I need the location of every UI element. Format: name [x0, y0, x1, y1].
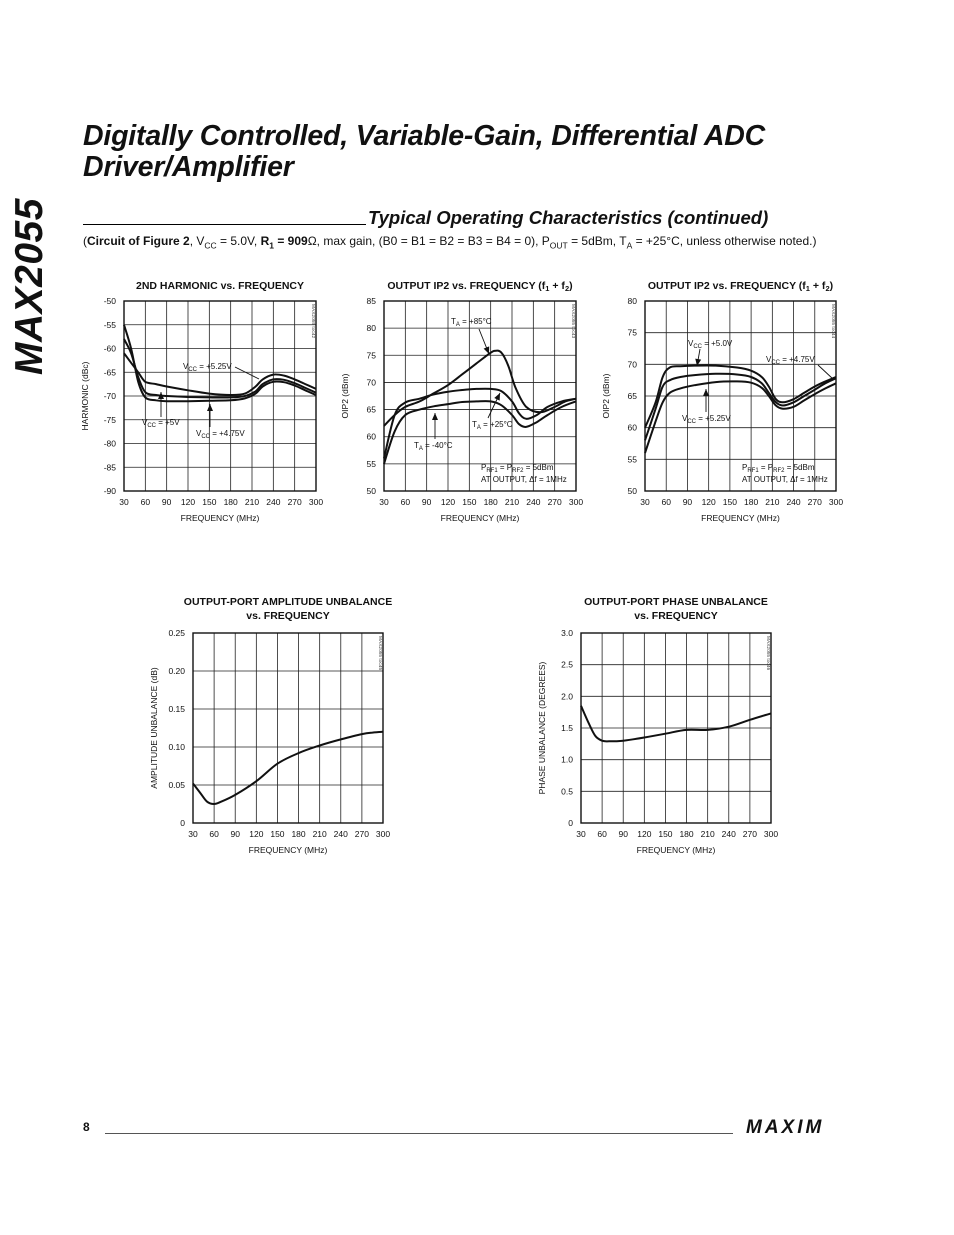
y-tick-label: 80: [366, 323, 376, 334]
chart-title-line: vs. FREQUENCY: [246, 610, 330, 622]
section-rule: [83, 224, 366, 225]
annotation-text: = P: [758, 463, 774, 472]
x-tick-label: 30: [119, 497, 129, 507]
y-tick-label: 70: [366, 377, 376, 388]
y-axis-label: AMPLITUDE UNBALANCE (dB): [149, 667, 159, 789]
x-tick-label: 120: [701, 497, 716, 507]
chart-annotations: [682, 339, 833, 484]
x-tick-label: 60: [597, 829, 607, 839]
series-line: [193, 732, 383, 804]
chart-svg: [338, 277, 598, 551]
annotation-text: = +85°C: [459, 317, 492, 326]
annotation-text: = +4.75V: [210, 429, 245, 438]
cond-sub: A: [626, 240, 633, 251]
x-tick-label: 150: [202, 497, 217, 507]
chart-title: [184, 596, 392, 622]
x-axis-label: FREQUENCY (MHz): [440, 513, 520, 523]
x-tick-label: 60: [661, 497, 671, 507]
annotation-text: V: [766, 355, 772, 364]
chart-title-text: ): [829, 280, 834, 292]
y-tick-label: 0: [180, 818, 185, 828]
x-axis-label: FREQUENCY (MHz): [636, 845, 716, 855]
series-line: [645, 374, 836, 441]
x-tick-label: 150: [722, 497, 737, 507]
x-tick-label: 120: [637, 829, 652, 839]
chart-title: [584, 596, 768, 622]
annotation-label: [472, 420, 513, 431]
x-tick-label: 300: [763, 829, 779, 839]
figure-reference: Circuit of Figure 2: [87, 234, 190, 248]
x-tick-label: 300: [828, 497, 844, 507]
y-tick-label: 1.0: [561, 754, 573, 765]
annotation-label: [196, 429, 245, 440]
chart-2nd-harmonic: [78, 277, 338, 551]
chart-title-text: + f: [809, 280, 826, 292]
y-tick-label: 1.5: [561, 723, 573, 733]
arrow-m40c-head: [432, 413, 438, 420]
chart-grid: [124, 301, 316, 491]
annotation-label: [688, 339, 733, 350]
annotation-sub: A: [476, 425, 481, 431]
x-tick-label: 30: [640, 497, 650, 507]
chart-svg: [78, 277, 338, 551]
chart-title-text: OUTPUT IP2 vs. FREQUENCY (f: [387, 280, 546, 292]
y-tick-label: 50: [627, 486, 637, 496]
annotation-sub: CC: [188, 367, 198, 373]
x-tick-label: 30: [576, 829, 586, 839]
maxim-logo: [746, 1117, 856, 1142]
y-tick-label: 60: [627, 422, 637, 433]
y-tick-label: 55: [627, 454, 637, 465]
x-tick-label: 180: [291, 829, 306, 839]
annotation-text: V: [142, 418, 148, 427]
annotation-sub: CC: [771, 360, 781, 366]
x-tick-label: 120: [180, 497, 196, 507]
annotation-conditions: [481, 463, 554, 474]
cond-sub: OUT: [549, 240, 568, 251]
chart-title-line: OUTPUT-PORT AMPLITUDE UNBALANCE: [183, 596, 393, 608]
x-tick-label: 180: [679, 829, 694, 839]
leader-line: [818, 365, 833, 379]
x-tick-label: 60: [140, 497, 151, 507]
section-title: Typical Operating Characteristics (continued): [368, 207, 769, 228]
x-tick-label: 210: [700, 829, 715, 839]
chart-title: [387, 280, 572, 293]
x-tick-label: 300: [308, 497, 324, 507]
document-title: Digitally Controlled, Variable-Gain, Differential ADC Driver/Amplifier: [83, 120, 765, 183]
annotation-text: P: [742, 463, 748, 472]
x-tick-label: 90: [618, 829, 628, 839]
annotation-text: T: [472, 420, 477, 429]
annotation-sub: CC: [201, 434, 211, 440]
x-tick-label: 210: [244, 497, 260, 507]
cond-text: = +25°C, unless otherwise noted.): [632, 234, 817, 248]
cond-sub: CC: [204, 240, 217, 251]
annotation-conditions-line2: AT OUTPUT, Δf = 1MHz: [742, 475, 828, 484]
figure-code: MAX2055 toc43: [570, 304, 575, 339]
annotation-text: P: [481, 463, 487, 472]
x-tick-label: 270: [287, 497, 302, 507]
annotation-text: = +5.25V: [696, 414, 731, 423]
x-tick-label: 180: [223, 497, 238, 507]
annotation-label: [682, 414, 731, 425]
x-tick-label: 150: [270, 829, 285, 839]
y-tick-label: 75: [627, 327, 637, 338]
x-tick-label: 30: [379, 497, 389, 507]
page-number: 8: [83, 1120, 90, 1134]
chart-svg: [147, 593, 407, 883]
y-tick-label: 85: [366, 296, 376, 306]
x-tick-label: 270: [807, 497, 822, 507]
chart-title-sub: 1: [545, 284, 550, 293]
y-tick-label: 0.15: [168, 704, 185, 714]
y-tick-label: 75: [366, 350, 376, 361]
chart-oip2-temperature: [338, 277, 598, 551]
y-tick-label: 2.0: [561, 691, 573, 702]
annotation-conditions-line2: AT OUTPUT, Δf = 1MHz: [481, 475, 567, 484]
y-tick-label: 2.5: [561, 659, 573, 670]
x-tick-label: 90: [161, 497, 172, 507]
y-tick-label: 0.10: [168, 742, 185, 752]
x-tick-label: 240: [333, 829, 348, 839]
chart-title: [136, 280, 304, 292]
x-tick-label: 150: [658, 829, 673, 839]
annotation-text: T: [414, 441, 419, 450]
y-tick-label: -80: [103, 438, 116, 449]
annotation-text: V: [682, 414, 688, 423]
figure-code: MAX2055 toc44: [830, 304, 835, 339]
maxim-logo-text: MAXIM: [746, 1117, 825, 1137]
figure-code: MAX2055 toc42: [310, 304, 315, 339]
annotation-sub: A: [455, 322, 460, 328]
y-tick-label: 0.5: [561, 786, 573, 797]
chart-title: [648, 280, 833, 293]
chart-title-sub: 2: [564, 284, 570, 293]
y-tick-label: 80: [627, 296, 637, 306]
y-tick-label: -85: [103, 462, 116, 473]
chart-title-text: ): [569, 280, 573, 292]
chart-title-text: OUTPUT IP2 vs. FREQUENCY (f: [647, 280, 806, 292]
y-tick-label: -70: [103, 391, 116, 401]
y-axis-label: PHASE UNBALANCE (DEGREES): [537, 661, 547, 795]
x-tick-label: 120: [249, 829, 264, 839]
y-axis-label: HARMONIC (dBc): [80, 361, 90, 431]
series-line: [124, 353, 316, 395]
annotation-conditions: [742, 463, 815, 474]
chart-title-sub: 1: [805, 284, 810, 293]
chart-grid: [193, 633, 383, 823]
annotation-text: = +4.75V: [780, 355, 815, 364]
annotation-sub: A: [418, 446, 423, 452]
annotation-text: = P: [497, 463, 513, 472]
footer-rule: [105, 1133, 733, 1134]
y-tick-label: -50: [103, 296, 116, 306]
cond-text: = 909: [273, 234, 308, 248]
cond-text: = 5.0V,: [216, 234, 261, 248]
x-tick-label: 210: [312, 829, 327, 839]
y-tick-label: 0.05: [168, 780, 185, 790]
x-tick-label: 30: [188, 829, 198, 839]
annotation-text: V: [688, 339, 694, 348]
x-tick-label: 120: [440, 497, 456, 507]
annotation-label: [451, 317, 492, 328]
chart-amplitude-unbalance: [147, 593, 407, 883]
x-tick-label: 240: [721, 829, 736, 839]
x-tick-label: 270: [547, 497, 562, 507]
cond-text: Ω, max gain, (B0 = B1 = B2 = B3 = B4 = 0), P: [307, 234, 550, 248]
y-tick-label: 0.20: [168, 666, 185, 676]
annotation-sub: RF1: [747, 468, 759, 474]
arrow-475v-head: [207, 404, 213, 411]
x-tick-label: 300: [568, 497, 584, 507]
annotation-text: = -40°C: [422, 441, 453, 450]
cond-text: , V: [189, 234, 205, 248]
y-tick-label: -90: [103, 486, 116, 496]
series-line: [645, 381, 836, 453]
leader-line: [235, 367, 259, 379]
chart-oip2-supply: [598, 277, 858, 551]
plot-frame: [193, 633, 383, 823]
figure-code: MAX2055 toc45: [377, 636, 382, 671]
x-tick-label: 90: [230, 829, 240, 839]
x-tick-label: 210: [504, 497, 520, 507]
x-axis-label: FREQUENCY (MHz): [701, 513, 780, 523]
annotation-text: = +5.0V: [702, 339, 733, 348]
annotation-label: [183, 362, 232, 373]
y-tick-label: 3.0: [561, 628, 573, 638]
chart-title-sub: 2: [825, 284, 830, 293]
annotation-label: [414, 441, 453, 452]
x-tick-label: 300: [375, 829, 391, 839]
cond-sub: 1: [269, 240, 274, 251]
annotation-text: = +5.25V: [197, 362, 232, 371]
r1-label: [260, 234, 308, 251]
y-tick-label: 55: [366, 458, 376, 469]
y-axis-label: OIP2 (dBm): [340, 373, 350, 419]
arrow-525v-head: [703, 389, 709, 396]
x-axis-label: FREQUENCY (MHz): [180, 513, 260, 523]
test-conditions: (Circuit of Figure 2, $V_{CC} = 5.0V$, $R_1 = 909\Omega$, max gain, (B0 = B1 = B2 = B3 = B4 = 0), $P_{OUT} = 5dBm$, $T_A = +25^\circ C$, unless otherwise noted.): [83, 234, 817, 251]
annotation-sub: CC: [693, 344, 703, 350]
y-tick-label: 70: [627, 359, 637, 370]
annotation-sub: RF2: [773, 468, 785, 474]
part-number-side: MAX2055: [8, 198, 51, 375]
x-axis-label: FREQUENCY (MHz): [248, 845, 328, 855]
annotation-sub: RF1: [486, 468, 498, 474]
x-tick-label: 240: [526, 497, 541, 507]
annotation-text: V: [183, 362, 189, 371]
x-tick-label: 60: [400, 497, 411, 507]
x-tick-label: 240: [786, 497, 801, 507]
annotation-sub: CC: [687, 419, 697, 425]
y-tick-label: 60: [366, 431, 376, 442]
x-tick-label: 270: [742, 829, 757, 839]
figure-code: MAX2055 toc46: [765, 636, 770, 671]
x-tick-label: 240: [266, 497, 281, 507]
annotation-sub: CC: [147, 423, 157, 429]
x-tick-label: 180: [744, 497, 759, 507]
chart-title-text: + f: [549, 280, 565, 292]
x-tick-label: 90: [421, 497, 432, 507]
y-tick-label: 0.25: [168, 628, 185, 638]
chart-title-line: OUTPUT-PORT PHASE UNBALANCE: [584, 596, 768, 608]
y-tick-label: -55: [103, 319, 116, 330]
y-tick-label: -60: [103, 343, 116, 354]
annotation-text: T: [451, 317, 456, 326]
x-tick-label: 90: [682, 497, 693, 507]
x-tick-label: 180: [483, 497, 498, 507]
y-tick-label: 50: [366, 486, 376, 496]
arrow-85c-head: [484, 346, 490, 354]
y-tick-label: -75: [103, 414, 116, 425]
y-tick-label: -65: [103, 367, 116, 378]
series-line: [581, 706, 771, 742]
annotation-text: V: [196, 429, 202, 438]
chart-svg: [598, 277, 858, 551]
annotation-text: = +25°C: [480, 420, 513, 429]
y-tick-label: 65: [627, 391, 637, 401]
cond-text: R: [260, 234, 270, 248]
chart-grid: [581, 633, 771, 823]
x-tick-label: 60: [209, 829, 219, 839]
annotation-text: = 5dBm: [784, 463, 815, 472]
y-tick-label: 65: [366, 404, 376, 415]
chart-phase-unbalance: [535, 593, 795, 883]
x-tick-label: 270: [354, 829, 369, 839]
annotation-text: = 5dBm: [523, 463, 554, 472]
annotation-text: = +5V: [156, 418, 180, 427]
chart-title-line: vs. FREQUENCY: [634, 610, 718, 622]
chart-title-text: 2ND HARMONIC vs. FREQUENCY: [135, 280, 305, 292]
chart-svg: [535, 593, 795, 883]
x-tick-label: 150: [462, 497, 477, 507]
x-tick-label: 210: [765, 497, 780, 507]
y-axis-label: OIP2 (dBm): [601, 373, 611, 419]
y-tick-label: 0: [568, 818, 573, 828]
cond-text: = 5dBm, T: [567, 234, 627, 248]
annotation-sub: RF2: [512, 468, 524, 474]
